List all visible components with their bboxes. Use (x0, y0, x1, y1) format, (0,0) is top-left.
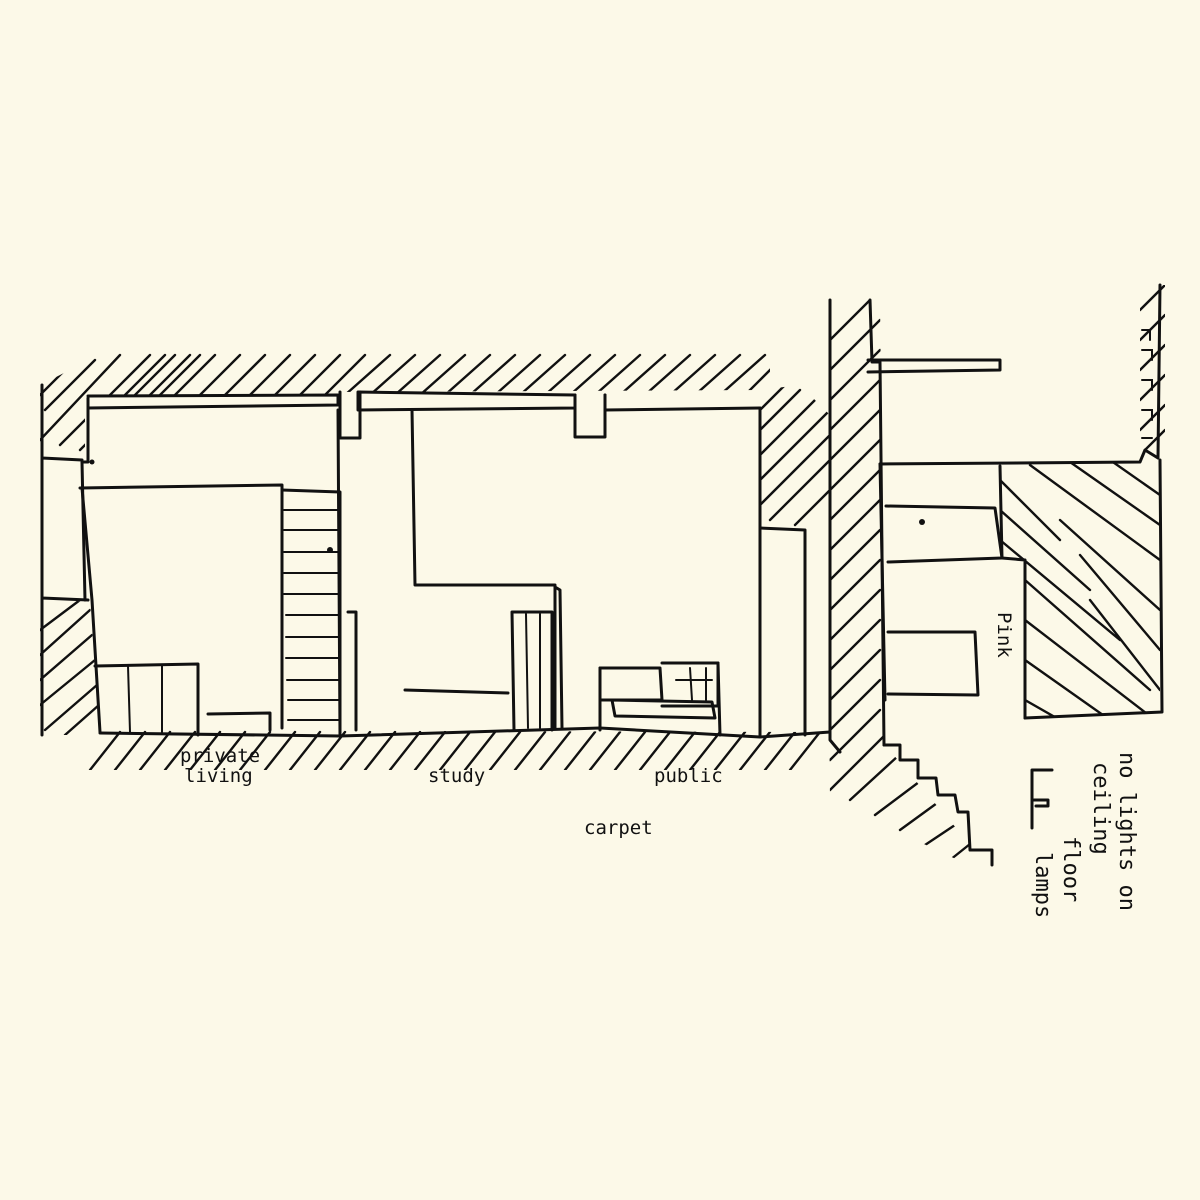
label-private-living-2: living (184, 765, 253, 787)
furniture-side (208, 713, 270, 730)
study-desk (405, 690, 508, 693)
hatch-left-wall (40, 600, 99, 735)
label-pink: Pink (993, 612, 1015, 658)
hatch-right-wall-main (760, 385, 830, 525)
floor-lamp-icon (1032, 770, 1052, 828)
label-carpet: carpet (584, 817, 653, 839)
label-study: study (428, 765, 486, 787)
pillar-mid (575, 395, 605, 437)
right-room-shelf (868, 360, 1000, 372)
right-room-bench (886, 506, 1002, 562)
marker-dot (327, 547, 333, 553)
hatch-top-right (1140, 285, 1165, 450)
note-ceiling: ceiling (1088, 762, 1113, 855)
furniture-bed (95, 664, 198, 735)
private-living-room (80, 485, 282, 728)
hatch-top-wall (40, 355, 780, 455)
label-public: public (654, 765, 723, 787)
hatch-center-wall (830, 300, 975, 860)
note-lamps: lamps (1030, 852, 1055, 919)
label-private-living: private (180, 745, 261, 767)
note-floor: floor (1058, 836, 1083, 903)
stair (282, 490, 340, 735)
marker-dot (919, 519, 925, 525)
study-shelf (512, 612, 552, 730)
public-sofa (600, 668, 662, 700)
study-partition (412, 410, 555, 728)
marker-dot (90, 460, 95, 465)
note-no-lights: no lights on (1114, 752, 1139, 911)
